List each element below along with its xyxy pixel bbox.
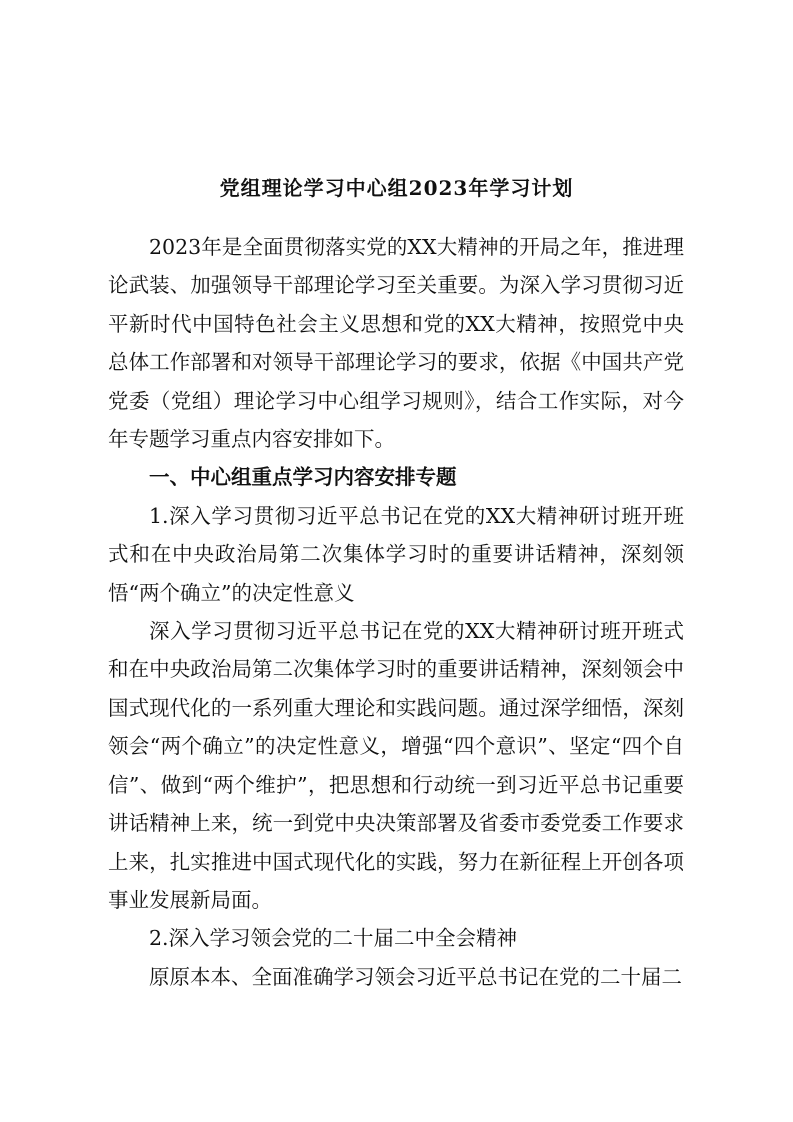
body-paragraph: 原原本本、全面准确学习领会习近平总书记在党的二十届二 xyxy=(149,964,682,989)
document-title: 党组理论学习中心组2023年学习计划 xyxy=(219,176,574,200)
intro-paragraph: 2023年是全面贯彻落实党的XX大精神的开局之年，推进理论武装、加强领导干部理论学习至关重要。为深入学习贯彻习近平新时代中国特色社会主义思想和党的XX大精神，按照党中央总体工作部署和对领导干部理论学习的要求，依据《中国共产党党委（党组）理论学习中心组学习规则》，结合工作实际，对今年专题学习重点内容安排如下。 xyxy=(108,235,684,452)
subsection-heading: 2.深入学习领会党的二十届二中全会精神 xyxy=(149,926,518,951)
section-heading: 一、中心组重点学习内容安排专题 xyxy=(149,465,457,490)
subsection-heading: 1.深入学习贯彻习近平总书记在党的XX大精神研讨班开班式和在中央政治局第二次集体学习时的重要讲话精神，深刻领悟“两个确立”的决定性意义 xyxy=(108,503,684,605)
document-body xyxy=(108,228,684,996)
body-paragraph: 深入学习贯彻习近平总书记在党的XX大精神研讨班开班式和在中央政治局第二次集体学习时的重要讲话精神，深刻领会中国式现代化的一系列重大理论和实践问题。通过深学细悟，深刻领会“两个确立”的决定性意义，增强“四个意识”、坚定“四个自信”、做到“两个维护”，把思想和行动统一到习近平总书记重要讲话精神上来，统一到党中央决策部署及省委市委党委工作要求上来，扎实推进中国式现代化的实践，努力在新征程上开创各项事业发展新局面。 xyxy=(108,619,684,912)
